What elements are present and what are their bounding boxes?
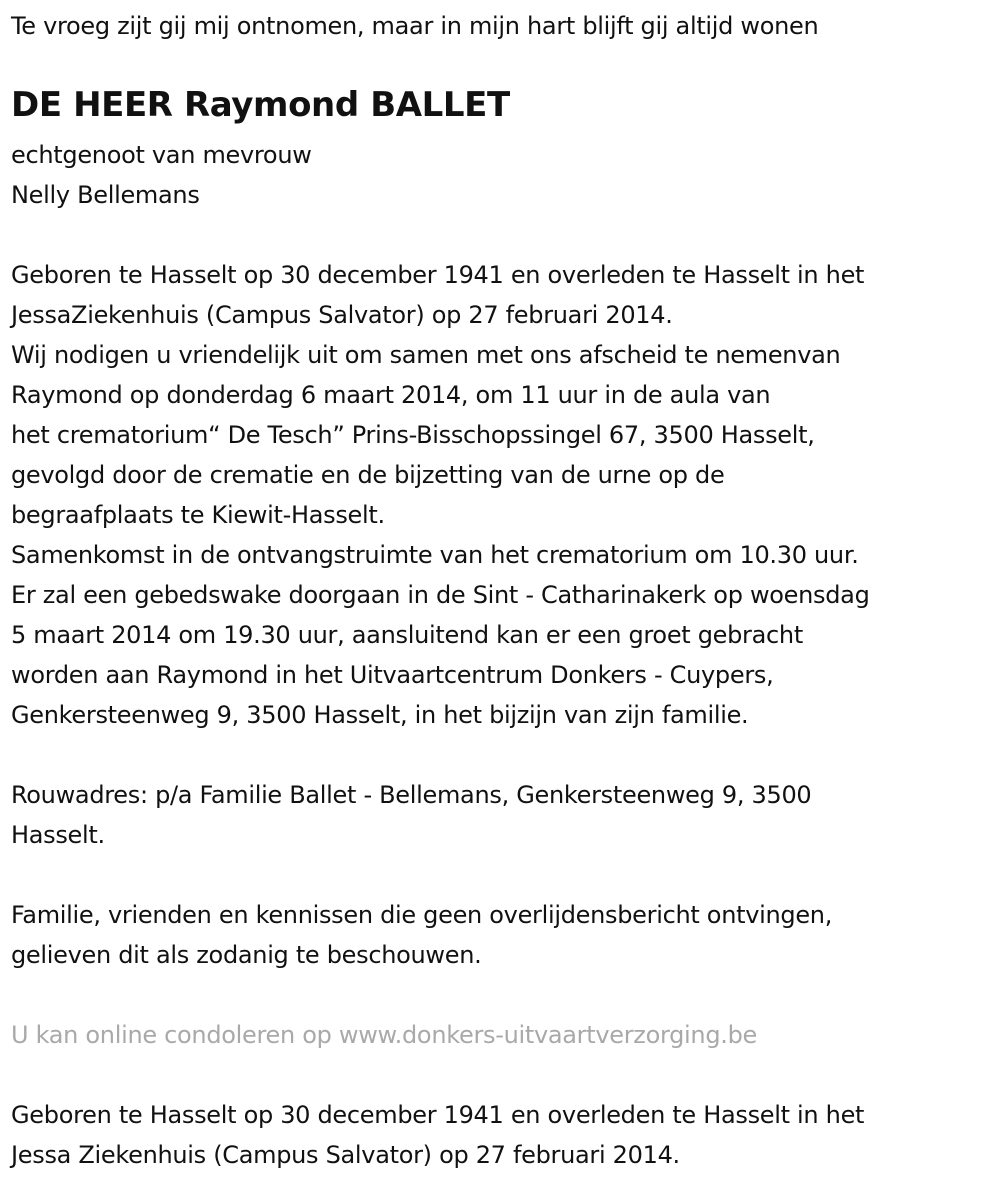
details-line: het crematorium“ De Tesch” Prins-Bisschopssingel 67, 3500 Hasselt, — [11, 421, 815, 449]
address-line: Rouwadres: p/a Familie Ballet - Bellemans, Genkersteenweg 9, 3500 — [11, 781, 812, 809]
details-line: begraafplaats te Kiewit-Hasselt. — [11, 501, 385, 529]
details-line: Geboren te Hasselt op 30 december 1941 en overleden te Hasselt in het — [11, 261, 865, 289]
details-line: Er zal een gebedswake doorgaan in de Sint - Catharinakerk op woensdag — [11, 581, 870, 609]
details-line: worden aan Raymond in het Uitvaartcentrum Donkers - Cuypers, — [11, 661, 774, 689]
details-line: gevolgd door de crematie en de bijzetting van de urne op de — [11, 461, 725, 489]
address-line: Hasselt. — [11, 821, 105, 849]
spouse-line: echtgenoot van mevrouw — [11, 141, 312, 169]
details-line: Wij nodigen u vriendelijk uit om samen met ons afscheid te nemenvan — [11, 341, 841, 369]
details-line: 5 maart 2014 om 19.30 uur, aansluitend kan er een groet gebracht — [11, 621, 803, 649]
notice-line: Familie, vrienden en kennissen die geen overlijdensbericht ontvingen, — [11, 901, 833, 929]
spouse-line: Nelly Bellemans — [11, 181, 200, 209]
funeral-details — [11, 255, 870, 735]
summary-line: Jessa Ziekenhuis (Campus Salvator) op 27 februari 2014. — [11, 1141, 680, 1169]
details-line: Samenkomst in de ontvangstruimte van het crematorium om 10.30 uur. — [11, 541, 859, 569]
details-line: Raymond op donderdag 6 maart 2014, om 11 uur in de aula van — [11, 381, 771, 409]
online-condolence-link[interactable]: U kan online condoleren op www.donkers-uitvaartverzorging.be — [11, 1021, 757, 1049]
memorial-verse: Te vroeg zijt gij mij ontnomen, maar in mijn hart blijft gij altijd wonen — [11, 12, 819, 40]
details-line: JessaZiekenhuis (Campus Salvator) op 27 februari 2014. — [11, 301, 673, 329]
summary-line: Geboren te Hasselt op 30 december 1941 en overleden te Hasselt in het — [11, 1101, 865, 1129]
notice-line: gelieven dit als zodanig te beschouwen. — [11, 941, 482, 969]
notification-notice — [11, 895, 832, 975]
birth-death-summary — [11, 1095, 864, 1175]
spouse-block — [11, 135, 312, 215]
deceased-name: DE HEER Raymond BALLET — [11, 85, 510, 125]
details-line: Genkersteenweg 9, 3500 Hasselt, in het bijzijn van zijn familie. — [11, 701, 749, 729]
mourning-address — [11, 775, 811, 855]
